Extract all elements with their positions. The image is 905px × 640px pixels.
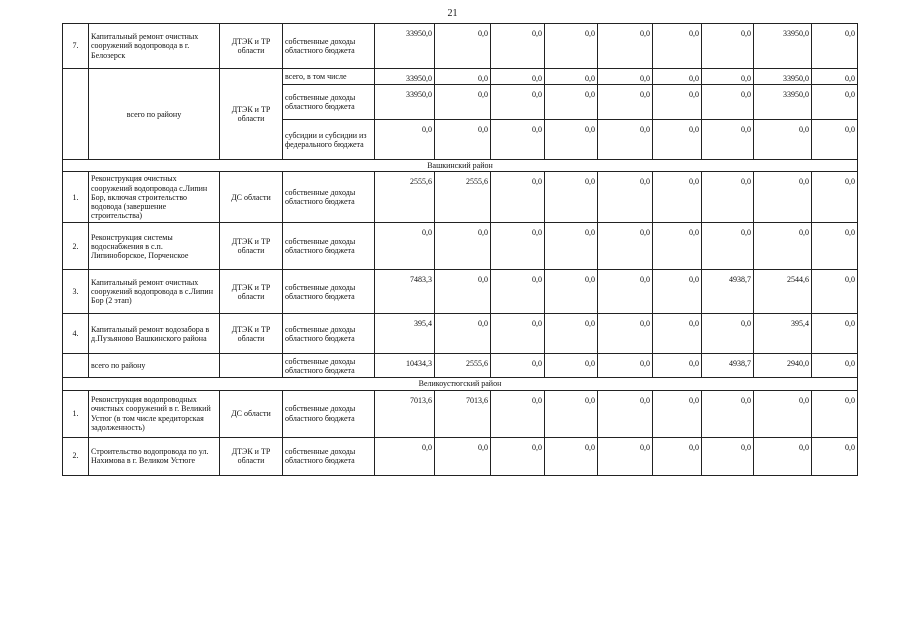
value-cell: 7013,6 [435, 390, 491, 437]
responsible-body: ДТЭК и ТР области [220, 270, 283, 314]
value-cell: 2555,6 [435, 172, 491, 223]
value-cell: 0,0 [435, 85, 491, 120]
value-cell: 33950,0 [754, 69, 812, 85]
district-total-row [63, 354, 858, 378]
responsible-body: ДС области [220, 172, 283, 223]
value-cell: 0,0 [545, 172, 598, 223]
value-cell: 0,0 [598, 120, 653, 160]
row-number: 1. [63, 172, 89, 223]
responsible-body: ДТЭК и ТР области [220, 69, 283, 160]
value-cell: 0,0 [812, 223, 858, 270]
value-cell: 0,0 [812, 270, 858, 314]
responsible-body: ДТЭК и ТР области [220, 437, 283, 475]
value-cell: 0,0 [653, 69, 702, 85]
value-cell: 0,0 [702, 172, 754, 223]
table-row [63, 172, 858, 223]
value-cell: 0,0 [754, 390, 812, 437]
value-cell: 10434,3 [375, 354, 435, 378]
value-cell: 0,0 [491, 314, 545, 354]
value-cell: 0,0 [702, 85, 754, 120]
value-cell: 0,0 [598, 24, 653, 69]
value-cell: 7013,6 [375, 390, 435, 437]
value-cell: 0,0 [702, 120, 754, 160]
funding-source: собственные доходы областного бюджета [283, 354, 375, 378]
value-cell: 0,0 [702, 390, 754, 437]
project-name: Строительство водопровода по ул. Нахимова в г. Великом Устюге [89, 437, 220, 475]
project-name: Капитальный ремонт водозабора в д.Пузьяново Вашкинского района [89, 314, 220, 354]
value-cell: 0,0 [491, 85, 545, 120]
value-cell: 0,0 [435, 223, 491, 270]
value-cell: 0,0 [702, 24, 754, 69]
value-cell: 0,0 [812, 314, 858, 354]
value-cell: 0,0 [812, 120, 858, 160]
funding-source: собственные доходы областного бюджета [283, 437, 375, 475]
value-cell: 0,0 [812, 24, 858, 69]
value-cell: 0,0 [754, 120, 812, 160]
row-number [63, 69, 89, 160]
value-cell: 0,0 [653, 85, 702, 120]
section-row [63, 160, 858, 172]
value-cell: 0,0 [545, 437, 598, 475]
value-cell: 0,0 [545, 223, 598, 270]
value-cell: 0,0 [653, 437, 702, 475]
funding-source: субсидии и субсидии из федерального бюджета [283, 120, 375, 160]
value-cell: 0,0 [812, 85, 858, 120]
value-cell: 0,0 [491, 390, 545, 437]
district-total-label: всего по району [89, 354, 220, 378]
value-cell: 0,0 [812, 390, 858, 437]
value-cell: 0,0 [598, 354, 653, 378]
row-number: 1. [63, 390, 89, 437]
value-cell: 0,0 [435, 120, 491, 160]
table-row [63, 390, 858, 437]
value-cell: 0,0 [598, 172, 653, 223]
project-name: Капитальный ремонт очистных сооружений водопровода в с.Липин Бор (2 этап) [89, 270, 220, 314]
value-cell: 0,0 [653, 223, 702, 270]
value-cell: 0,0 [435, 314, 491, 354]
table-row [63, 314, 858, 354]
value-cell: 0,0 [545, 120, 598, 160]
value-cell: 0,0 [812, 437, 858, 475]
value-cell: 2940,0 [754, 354, 812, 378]
value-cell: 0,0 [598, 314, 653, 354]
funding-source: собственные доходы областного бюджета [283, 223, 375, 270]
value-cell: 0,0 [754, 172, 812, 223]
value-cell: 0,0 [491, 172, 545, 223]
value-cell: 395,4 [754, 314, 812, 354]
value-cell: 0,0 [545, 390, 598, 437]
value-cell: 0,0 [491, 354, 545, 378]
section-title: Великоустюгский район [63, 378, 858, 390]
value-cell: 0,0 [598, 437, 653, 475]
value-cell: 0,0 [653, 354, 702, 378]
project-name: Реконструкция системы водоснабжения в с.п. Липиноборское, Порченское [89, 223, 220, 270]
value-cell: 4938,7 [702, 354, 754, 378]
value-cell: 33950,0 [754, 85, 812, 120]
value-cell: 0,0 [545, 270, 598, 314]
table-row [63, 24, 858, 69]
value-cell: 0,0 [491, 223, 545, 270]
value-cell: 0,0 [435, 437, 491, 475]
value-cell: 0,0 [545, 314, 598, 354]
funding-source: всего, в том числе [283, 69, 375, 85]
value-cell: 0,0 [702, 223, 754, 270]
page-number: 21 [447, 8, 458, 19]
table-row [63, 223, 858, 270]
value-cell: 0,0 [545, 85, 598, 120]
value-cell: 0,0 [435, 69, 491, 85]
value-cell: 0,0 [545, 24, 598, 69]
value-cell: 33950,0 [754, 24, 812, 69]
project-name: Капитальный ремонт очистных сооружений водопровода в г. Белозерск [89, 24, 220, 69]
responsible-body: ДС области [220, 390, 283, 437]
funding-source: собственные доходы областного бюджета [283, 85, 375, 120]
value-cell: 0,0 [491, 69, 545, 85]
section-row [63, 378, 858, 390]
value-cell: 7483,3 [375, 270, 435, 314]
responsible-body: ДТЭК и ТР области [220, 223, 283, 270]
table-row [63, 270, 858, 314]
value-cell: 0,0 [653, 314, 702, 354]
value-cell: 0,0 [598, 85, 653, 120]
value-cell: 0,0 [375, 120, 435, 160]
value-cell: 0,0 [702, 69, 754, 85]
section-title: Вашкинский район [63, 160, 858, 172]
funding-source: собственные доходы областного бюджета [283, 390, 375, 437]
table-row [63, 437, 858, 475]
funding-source: собственные доходы областного бюджета [283, 314, 375, 354]
value-cell: 0,0 [491, 120, 545, 160]
value-cell: 0,0 [435, 24, 491, 69]
row-number [63, 354, 89, 378]
value-cell: 33950,0 [375, 24, 435, 69]
value-cell: 0,0 [598, 69, 653, 85]
value-cell: 0,0 [702, 314, 754, 354]
value-cell: 0,0 [435, 270, 491, 314]
project-name: Реконструкция водопроводных очистных сооружений в г. Великий Устюг (в том числе кредиторская задолженность) [89, 390, 220, 437]
table-row [63, 69, 858, 85]
row-number: 3. [63, 270, 89, 314]
funding-source: собственные доходы областного бюджета [283, 172, 375, 223]
value-cell: 0,0 [545, 354, 598, 378]
value-cell: 0,0 [653, 270, 702, 314]
value-cell: 0,0 [491, 24, 545, 69]
funding-source: собственные доходы областного бюджета [283, 270, 375, 314]
value-cell: 0,0 [653, 24, 702, 69]
value-cell: 0,0 [375, 437, 435, 475]
value-cell: 0,0 [754, 437, 812, 475]
value-cell: 0,0 [754, 223, 812, 270]
district-total-label: всего по району [89, 69, 220, 160]
value-cell: 0,0 [653, 120, 702, 160]
value-cell: 395,4 [375, 314, 435, 354]
value-cell: 0,0 [598, 223, 653, 270]
row-number: 4. [63, 314, 89, 354]
value-cell: 0,0 [545, 69, 598, 85]
responsible-body: ДТЭК и ТР области [220, 314, 283, 354]
value-cell: 33950,0 [375, 85, 435, 120]
value-cell: 0,0 [491, 270, 545, 314]
value-cell: 0,0 [653, 390, 702, 437]
project-name: Реконструкция очистных сооружений водопровода с.Липин Бор, включая строительство водовода (завершение строительства) [89, 172, 220, 223]
value-cell: 0,0 [812, 172, 858, 223]
value-cell: 0,0 [702, 437, 754, 475]
row-number: 7. [63, 24, 89, 69]
value-cell: 0,0 [653, 172, 702, 223]
responsible-body [220, 354, 283, 378]
row-number: 2. [63, 223, 89, 270]
value-cell: 0,0 [812, 354, 858, 378]
value-cell: 2555,6 [435, 354, 491, 378]
budget-table [62, 23, 858, 476]
responsible-body: ДТЭК и ТР области [220, 24, 283, 69]
row-number: 2. [63, 437, 89, 475]
value-cell: 33950,0 [375, 69, 435, 85]
value-cell: 2555,6 [375, 172, 435, 223]
funding-source: собственные доходы областного бюджета [283, 24, 375, 69]
value-cell: 0,0 [491, 437, 545, 475]
value-cell: 0,0 [598, 270, 653, 314]
value-cell: 0,0 [598, 390, 653, 437]
value-cell: 0,0 [375, 223, 435, 270]
value-cell: 2544,6 [754, 270, 812, 314]
value-cell: 4938,7 [702, 270, 754, 314]
value-cell: 0,0 [812, 69, 858, 85]
